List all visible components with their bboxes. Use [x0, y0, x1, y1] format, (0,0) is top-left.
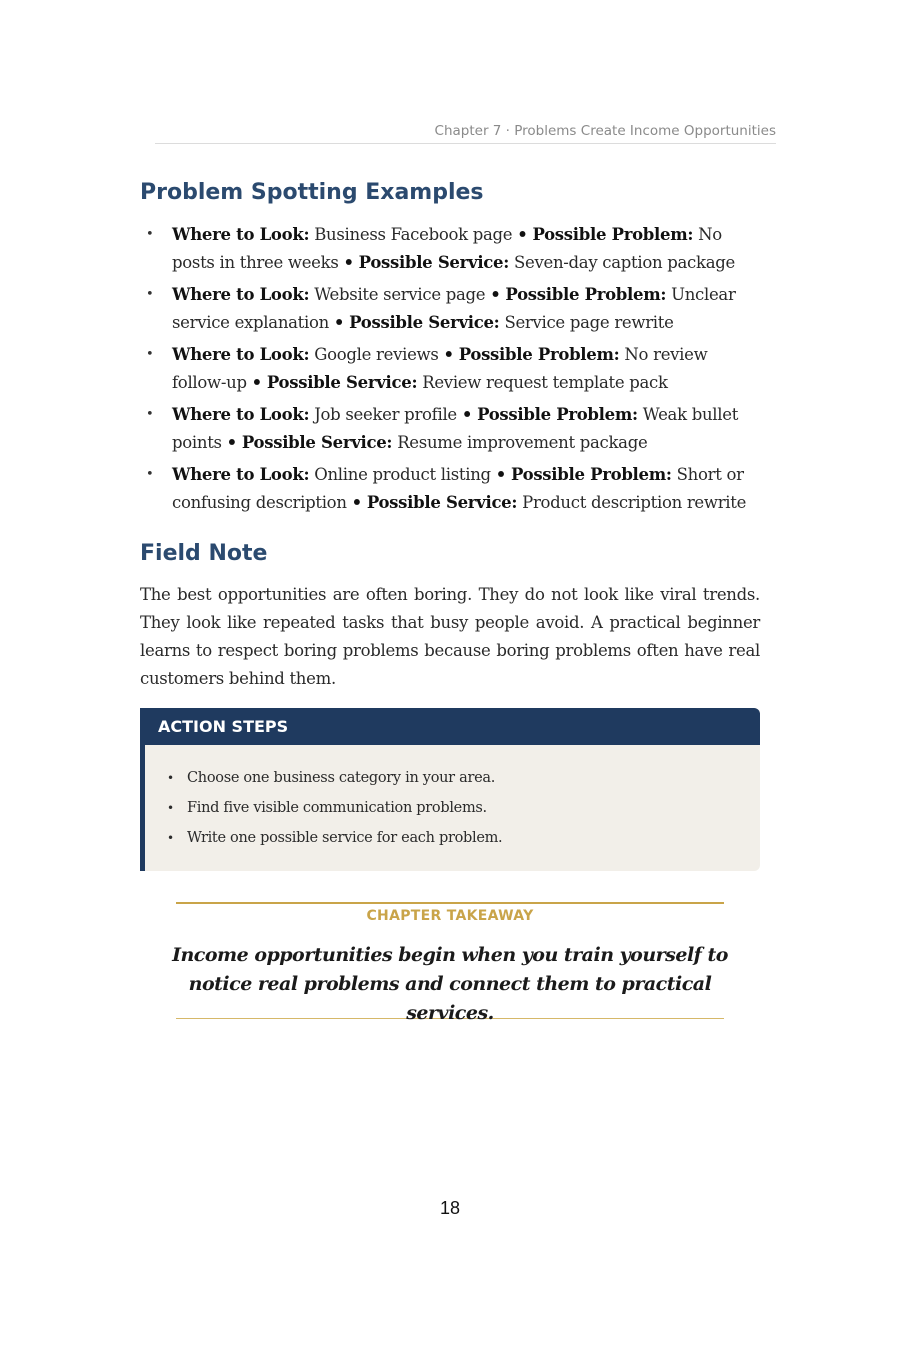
service-value: Product description rewrite: [522, 492, 747, 512]
where-label: Where to Look:: [172, 225, 310, 244]
list-item: [140, 221, 760, 276]
service-value: Resume improvement package: [397, 432, 648, 452]
separator: •: [351, 492, 362, 512]
where-label: Where to Look:: [172, 345, 310, 364]
bullet-icon: •: [146, 467, 154, 482]
action-step-text: Find five visible communication problems.: [187, 800, 487, 816]
chapter-takeaway: [172, 902, 728, 1024]
where-label: Where to Look:: [172, 465, 310, 484]
problem-value: Weak bullet points: [172, 405, 739, 452]
where-label: Where to Look:: [172, 285, 310, 304]
where-value: Business Facebook page: [314, 225, 513, 244]
list-item: [140, 341, 760, 396]
problem-label: Possible Problem:: [510, 465, 672, 484]
action-steps-box: [140, 708, 760, 871]
separator: •: [495, 465, 506, 484]
takeaway-label: CHAPTER TAKEAWAY: [366, 908, 534, 924]
action-step-text: Write one possible service for each problem.: [187, 830, 503, 846]
separator: •: [490, 285, 501, 304]
bullet-icon: •: [167, 831, 174, 845]
bullet-icon: •: [167, 771, 174, 785]
bullet-icon: •: [146, 407, 154, 422]
action-step-text: Choose one business category in your area.: [187, 770, 496, 786]
where-value: Online product listing: [314, 465, 491, 484]
where-value: Job seeker profile: [314, 405, 457, 424]
problem-label: Possible Problem:: [458, 345, 620, 364]
running-head: Chapter 7 · Problems Create Income Opportunities: [155, 123, 776, 144]
where-label: Where to Look:: [172, 405, 310, 424]
problem-value: Short or confusing description: [172, 465, 744, 512]
service-value: Review request template pack: [422, 372, 668, 392]
list-item: [145, 763, 760, 793]
separator: •: [226, 432, 237, 452]
separator: •: [251, 372, 262, 392]
problem-value: No posts in three weeks: [172, 225, 722, 272]
page-number: 18: [439, 1198, 461, 1218]
service-label: Possible Service:: [349, 312, 500, 332]
examples-list: [140, 221, 760, 521]
action-steps-list: [145, 745, 760, 853]
field-note-title: Field Note: [140, 541, 268, 566]
service-value: Seven-day caption package: [513, 252, 735, 272]
problem-label: Possible Problem:: [505, 285, 667, 304]
service-label: Possible Service:: [358, 252, 510, 272]
bullet-icon: •: [146, 347, 154, 362]
service-label: Possible Service:: [241, 432, 393, 452]
where-value: Google reviews: [314, 345, 439, 364]
list-item: [145, 823, 760, 853]
separator: •: [333, 312, 345, 332]
problem-value: No review follow-up: [172, 345, 708, 392]
separator: •: [461, 405, 473, 424]
list-item: [145, 793, 760, 823]
bullet-icon: •: [146, 227, 154, 242]
problem-value: Unclear service explanation: [172, 285, 736, 332]
problem-label: Possible Problem:: [477, 405, 638, 424]
bullet-icon: •: [146, 287, 154, 302]
section-title: Problem Spotting Examples: [140, 180, 484, 205]
service-label: Possible Service:: [266, 372, 418, 392]
bullet-icon: •: [167, 801, 174, 815]
problem-label: Possible Problem:: [532, 225, 694, 244]
list-item: [140, 461, 760, 516]
separator: •: [443, 345, 454, 364]
separator: •: [343, 252, 354, 272]
list-item: [140, 281, 760, 336]
service-label: Possible Service:: [366, 492, 518, 512]
action-steps-title: ACTION STEPS: [140, 708, 760, 745]
field-note-text: The best opportunities are often boring. They do not look like viral trends. They look like repeated tasks that busy people avoid. A practical beginner learns to respect boring problems because boring problems often have real customers behind them.: [140, 585, 760, 688]
separator: •: [517, 225, 528, 244]
service-value: Service page rewrite: [504, 312, 674, 332]
takeaway-quote: Income opportunities begin when you train yourself to notice real problems and connect them to practical services.: [172, 944, 728, 1024]
list-item: [140, 401, 760, 456]
where-value: Website service page: [314, 285, 486, 304]
